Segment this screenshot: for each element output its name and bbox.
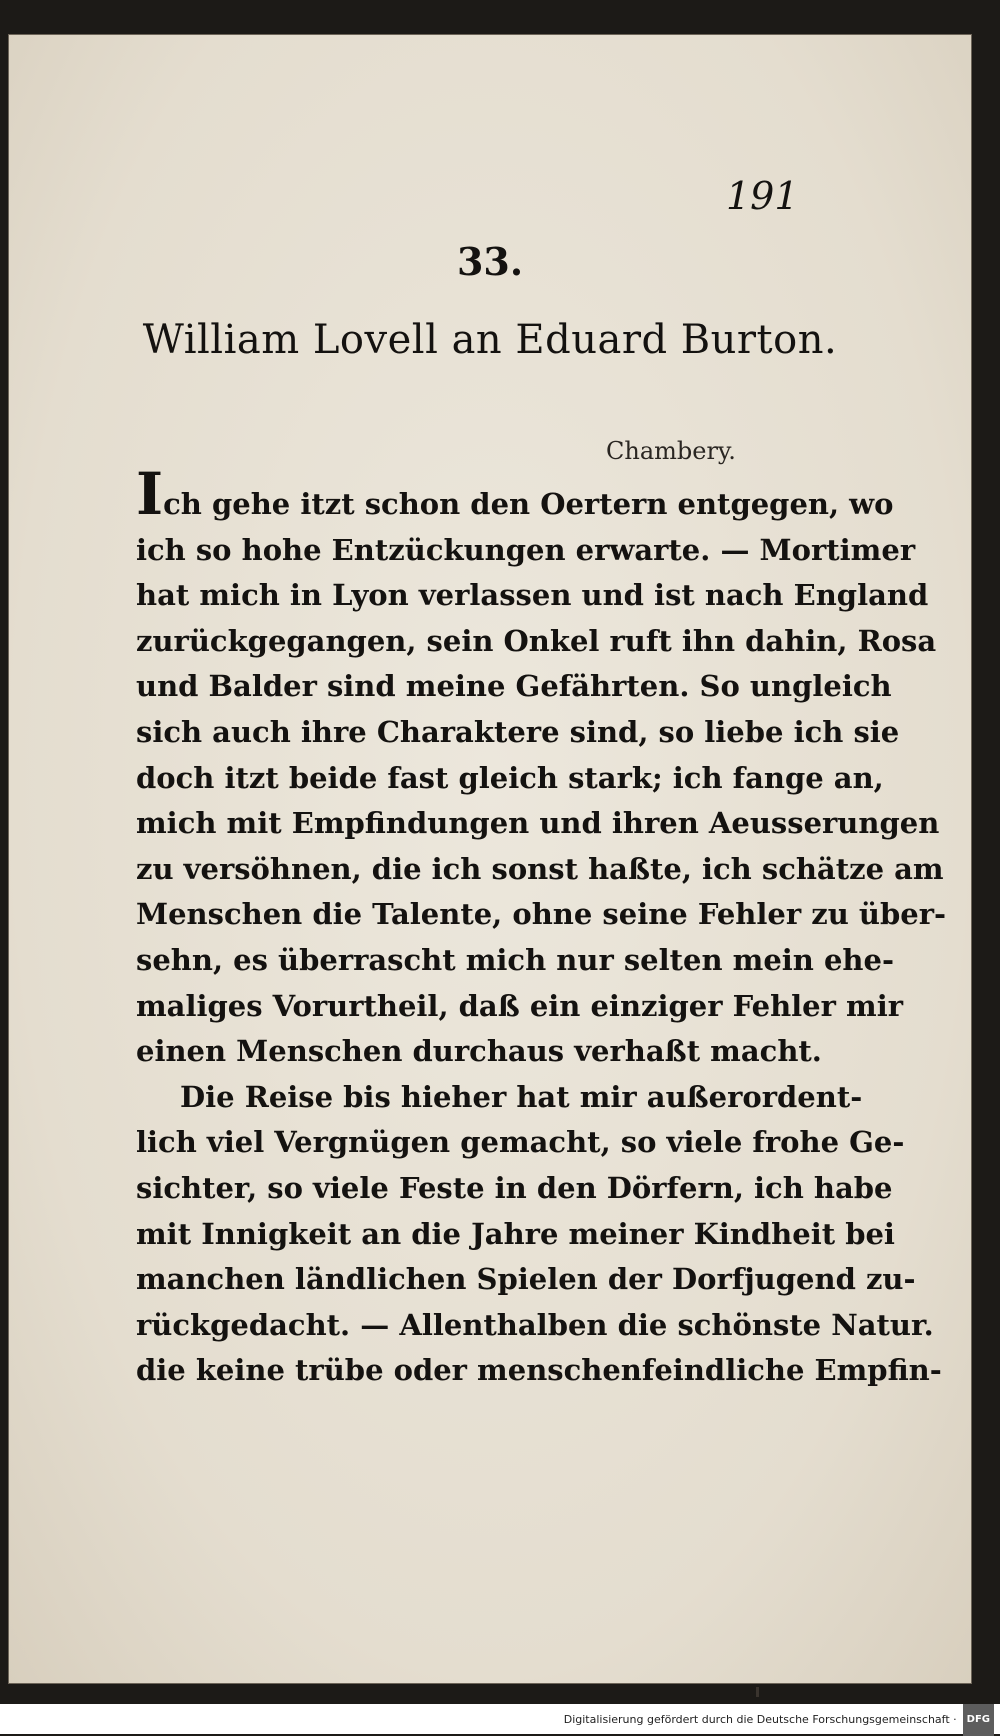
text-line: mit Innigkeit an die Jahre meiner Kindheit bei <box>136 1216 895 1251</box>
text-line: sich auch ihre Charaktere sind, so liebe ich sie <box>136 714 900 749</box>
page-number: 191 <box>726 174 799 218</box>
text-line: Die Reise bis hieher hat mir außerordent- <box>180 1079 863 1114</box>
text-line: Menschen die Talente, ohne seine Fehler zu über- <box>136 897 947 932</box>
letter-title: William Lovell an Eduard Burton. <box>142 317 838 363</box>
text-line: maliges Vorurtheil, daß ein einziger Fehler mir <box>136 988 903 1023</box>
paragraph-2 <box>136 1075 942 1394</box>
letter-body <box>136 460 947 1394</box>
text-line: ich so hohe Entzückungen erwarte. — Mortimer <box>136 532 916 567</box>
text-line: einen Menschen durchaus verhaßt macht. <box>136 1034 822 1069</box>
letter-number: 33. <box>456 239 524 284</box>
text-line: zu versöhnen, die ich sonst haßte, ich schätze am <box>136 851 944 886</box>
paragraph-1 <box>136 460 947 1075</box>
footer-credit: Digitalisierung gefördert durch die Deutsche Forschungsgemeinschaft · <box>563 1713 957 1726</box>
letter-location: Chambery. <box>606 437 736 465</box>
book-page <box>8 34 972 1684</box>
text-line: sehn, es überrascht mich nur selten mein ehe- <box>136 942 894 977</box>
text-line: rückgedacht. — Allenthalben die schönste Natur. <box>136 1307 934 1342</box>
text-line: lich viel Vergnügen gemacht, so viele frohe Ge- <box>136 1125 905 1160</box>
paper-speck <box>756 1687 759 1697</box>
text-line: hat mich in Lyon verlassen und ist nach England <box>136 578 929 613</box>
text-line: sichter, so viele Feste in den Dörfern, ich habe <box>136 1170 893 1205</box>
text-line: zurückgegangen, sein Onkel ruft ihn dahin, Rosa <box>136 623 937 658</box>
text-line: und Balder sind meine Gefährten. So ungleich <box>136 669 892 704</box>
digitization-footer <box>0 1704 1000 1734</box>
drop-cap: I <box>136 460 164 528</box>
text-line: Ich gehe itzt schon den Oertern entgegen, wo <box>136 460 894 528</box>
dfg-logo: DFG <box>963 1704 994 1736</box>
text-line: mich mit Empfindungen und ihren Aeusserungen <box>136 806 940 841</box>
text-line: manchen ländlichen Spielen der Dorfjugend zu- <box>136 1262 916 1297</box>
text-line: die keine trübe oder menschenfeindliche Empfin- <box>136 1353 942 1388</box>
text-line: doch itzt beide fast gleich stark; ich fange an, <box>136 760 884 795</box>
